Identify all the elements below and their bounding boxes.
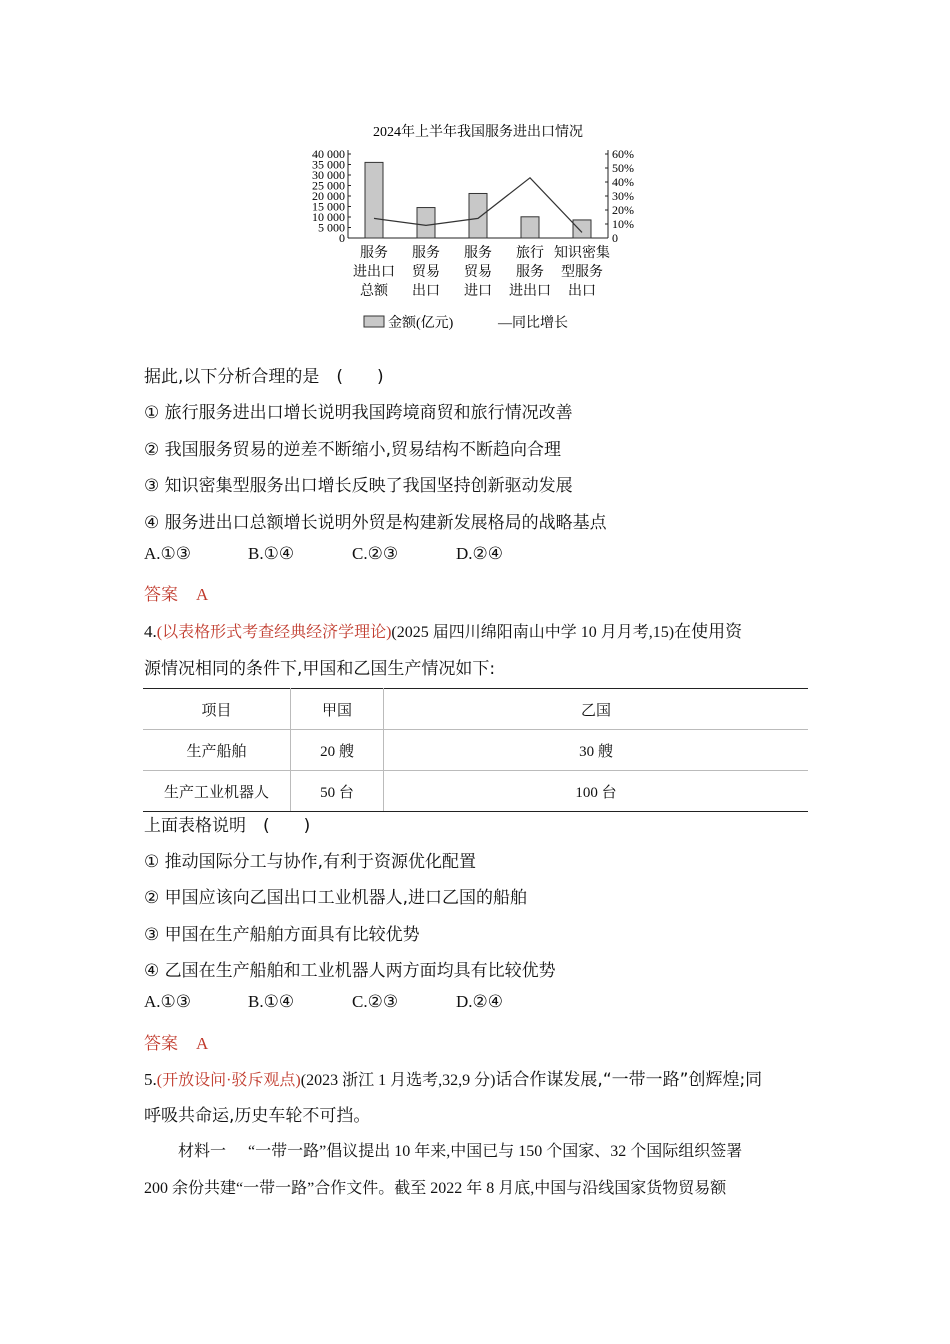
y-right-tick-label: 10% <box>612 217 634 231</box>
table-header-country-a: 甲国 <box>291 689 384 730</box>
category-label: 出口 <box>412 284 440 299</box>
q3-stem: 据此,以下分析合理的是 ( ) <box>144 367 384 387</box>
q4-answer-value: A <box>196 1034 209 1053</box>
q3-item-3: ③ 知识密集型服务出口增长反映了我国坚持创新驱动发展 <box>144 476 573 496</box>
y-right-tick-label: 0 <box>612 231 618 245</box>
y-left-tick-label: 10 000 <box>312 210 345 224</box>
bar-amount <box>365 162 383 238</box>
q3-answer-value: A <box>196 585 209 604</box>
q4-number: 4. <box>144 622 157 641</box>
table-header-item: 项目 <box>143 689 291 730</box>
table-cell: 30 艘 <box>384 730 809 771</box>
category-label: 出口 <box>568 284 596 299</box>
q4-item-3: ③ 甲国在生产船舶方面具有比较优势 <box>144 925 420 945</box>
legend-bar-label: 金额(亿元) <box>388 316 454 331</box>
q3-item-2: ② 我国服务贸易的逆差不断缩小,贸易结构不断趋向合理 <box>144 440 562 460</box>
q5-stem-line1 <box>144 1065 762 1090</box>
table-cell: 生产船舶 <box>143 730 291 771</box>
q4-item-1: ① 推动国际分工与协作,有利于资源优化配置 <box>144 852 477 872</box>
y-right-tick-label: 40% <box>612 175 634 189</box>
y-left-tick-label: 20 000 <box>312 189 345 203</box>
bar-amount <box>573 220 591 238</box>
bar-amount <box>417 208 435 238</box>
category-label: 贸易 <box>464 265 492 280</box>
q3-answer-label: 答案 <box>144 585 178 605</box>
q5-stem-text: 话合作谋发展,“一带一路”创辉煌;同 <box>495 1070 763 1090</box>
category-label: 服务 <box>464 246 492 261</box>
chart-legend <box>364 314 568 331</box>
bar-amount <box>469 193 487 238</box>
q5-tag: (开放设问·驳斥观点) <box>156 1072 301 1089</box>
q3-item-1: ① 旅行服务进出口增长说明我国跨境商贸和旅行情况改善 <box>144 403 573 423</box>
y-left-tick-label: 0 <box>339 231 345 245</box>
category-label: 进出口 <box>509 284 551 299</box>
category-label: 进口 <box>464 284 492 299</box>
q4-item-4: ④ 乙国在生产船舶和工业机器人两方面均具有比较优势 <box>144 961 556 981</box>
category-label: 服务 <box>360 246 388 261</box>
chart-category-labels <box>353 244 610 299</box>
table-header-row <box>143 689 808 730</box>
q5-material-label: 材料一 <box>178 1141 227 1160</box>
table-cell: 50 台 <box>291 771 384 812</box>
q4-item-2: ② 甲国应该向乙国出口工业机器人,进口乙国的船舶 <box>144 888 528 908</box>
table-cell: 生产工业机器人 <box>143 771 291 812</box>
q4-after-text: 上面表格说明 ( ) <box>144 816 311 836</box>
y-right-tick-label: 60% <box>612 147 634 161</box>
services-trade-chart <box>296 116 656 336</box>
y-right-tick-label: 20% <box>612 203 634 217</box>
q4-tag: (以表格形式考查经典经济学理论) <box>156 624 392 641</box>
y-left-tick-label: 40 000 <box>312 147 345 161</box>
category-label: 进出口 <box>353 265 395 280</box>
q3-item-4: ④ 服务进出口总额增长说明外贸是构建新发展格局的战略基点 <box>144 513 607 533</box>
category-label: 知识密集 <box>554 246 610 261</box>
table-cell: 20 艘 <box>291 730 384 771</box>
table-header-country-b: 乙国 <box>384 689 809 730</box>
category-label: 服务 <box>412 246 440 261</box>
q4-answer <box>144 1029 208 1054</box>
q4-option-b: B.①④ <box>248 992 295 1011</box>
q5-stem-line2: 呼吸共命运,历史车轮不可挡。 <box>144 1106 371 1126</box>
table-row <box>143 771 808 812</box>
bar-amount <box>521 217 539 238</box>
table-cell: 100 台 <box>384 771 809 812</box>
y-right-tick-label: 50% <box>612 161 634 175</box>
y-left-tick-label: 30 000 <box>312 168 345 182</box>
category-label: 服务 <box>516 265 544 280</box>
q4-stem-line2: 源情况相同的条件下,甲国和乙国生产情况如下: <box>144 659 496 679</box>
q4-option-a: A.①③ <box>144 992 192 1011</box>
q5-material-line1 <box>144 1138 742 1161</box>
production-table <box>143 688 808 812</box>
q4-option-d: D.②④ <box>456 992 504 1011</box>
q3-option-c: C.②③ <box>352 544 399 563</box>
q5-material-line2: 200 余份共建“一带一路”合作文件。截至 2022 年 8 月底,中国与沿线国家货物贸易额 <box>144 1180 727 1197</box>
q5-number: 5. <box>144 1070 157 1089</box>
y-left-tick-label: 35 000 <box>312 157 345 172</box>
q4-stem-line1 <box>144 617 742 642</box>
category-label: 旅行 <box>516 246 544 261</box>
y-left-tick-label: 5 000 <box>318 220 345 235</box>
category-label: 贸易 <box>412 265 440 280</box>
q4-source: (2025 届四川绵阳南山中学 10 月月考,15) <box>391 624 675 641</box>
legend-bar-swatch <box>364 316 384 327</box>
q3-option-a: A.①③ <box>144 544 192 563</box>
category-label: 型服务 <box>561 265 603 280</box>
q5-material-text: “一带一路”倡议提出 10 年来,中国已与 150 个国家、32 个国际组织签署 <box>248 1143 743 1160</box>
q3-option-b: B.①④ <box>248 544 295 563</box>
q5-source: (2023 浙江 1 月选考,32,9 分) <box>300 1072 496 1089</box>
table-row <box>143 730 808 771</box>
chart-title: 2024年上半年我国服务进出口情况 <box>373 125 583 140</box>
q3-option-d: D.②④ <box>456 544 504 563</box>
q4-answer-label: 答案 <box>144 1034 178 1054</box>
y-left-tick-label: 25 000 <box>312 178 345 193</box>
chart-bars <box>365 162 591 238</box>
legend-line-label: —同比增长 <box>498 316 568 331</box>
q3-answer <box>144 580 208 605</box>
q3-options <box>144 544 560 564</box>
q4-option-c: C.②③ <box>352 992 399 1011</box>
y-left-tick-label: 15 000 <box>312 199 345 214</box>
q4-stem-text: 在使用资 <box>674 622 743 642</box>
category-label: 总额 <box>360 284 388 299</box>
q4-options <box>144 992 560 1012</box>
y-right-tick-label: 30% <box>612 189 634 203</box>
